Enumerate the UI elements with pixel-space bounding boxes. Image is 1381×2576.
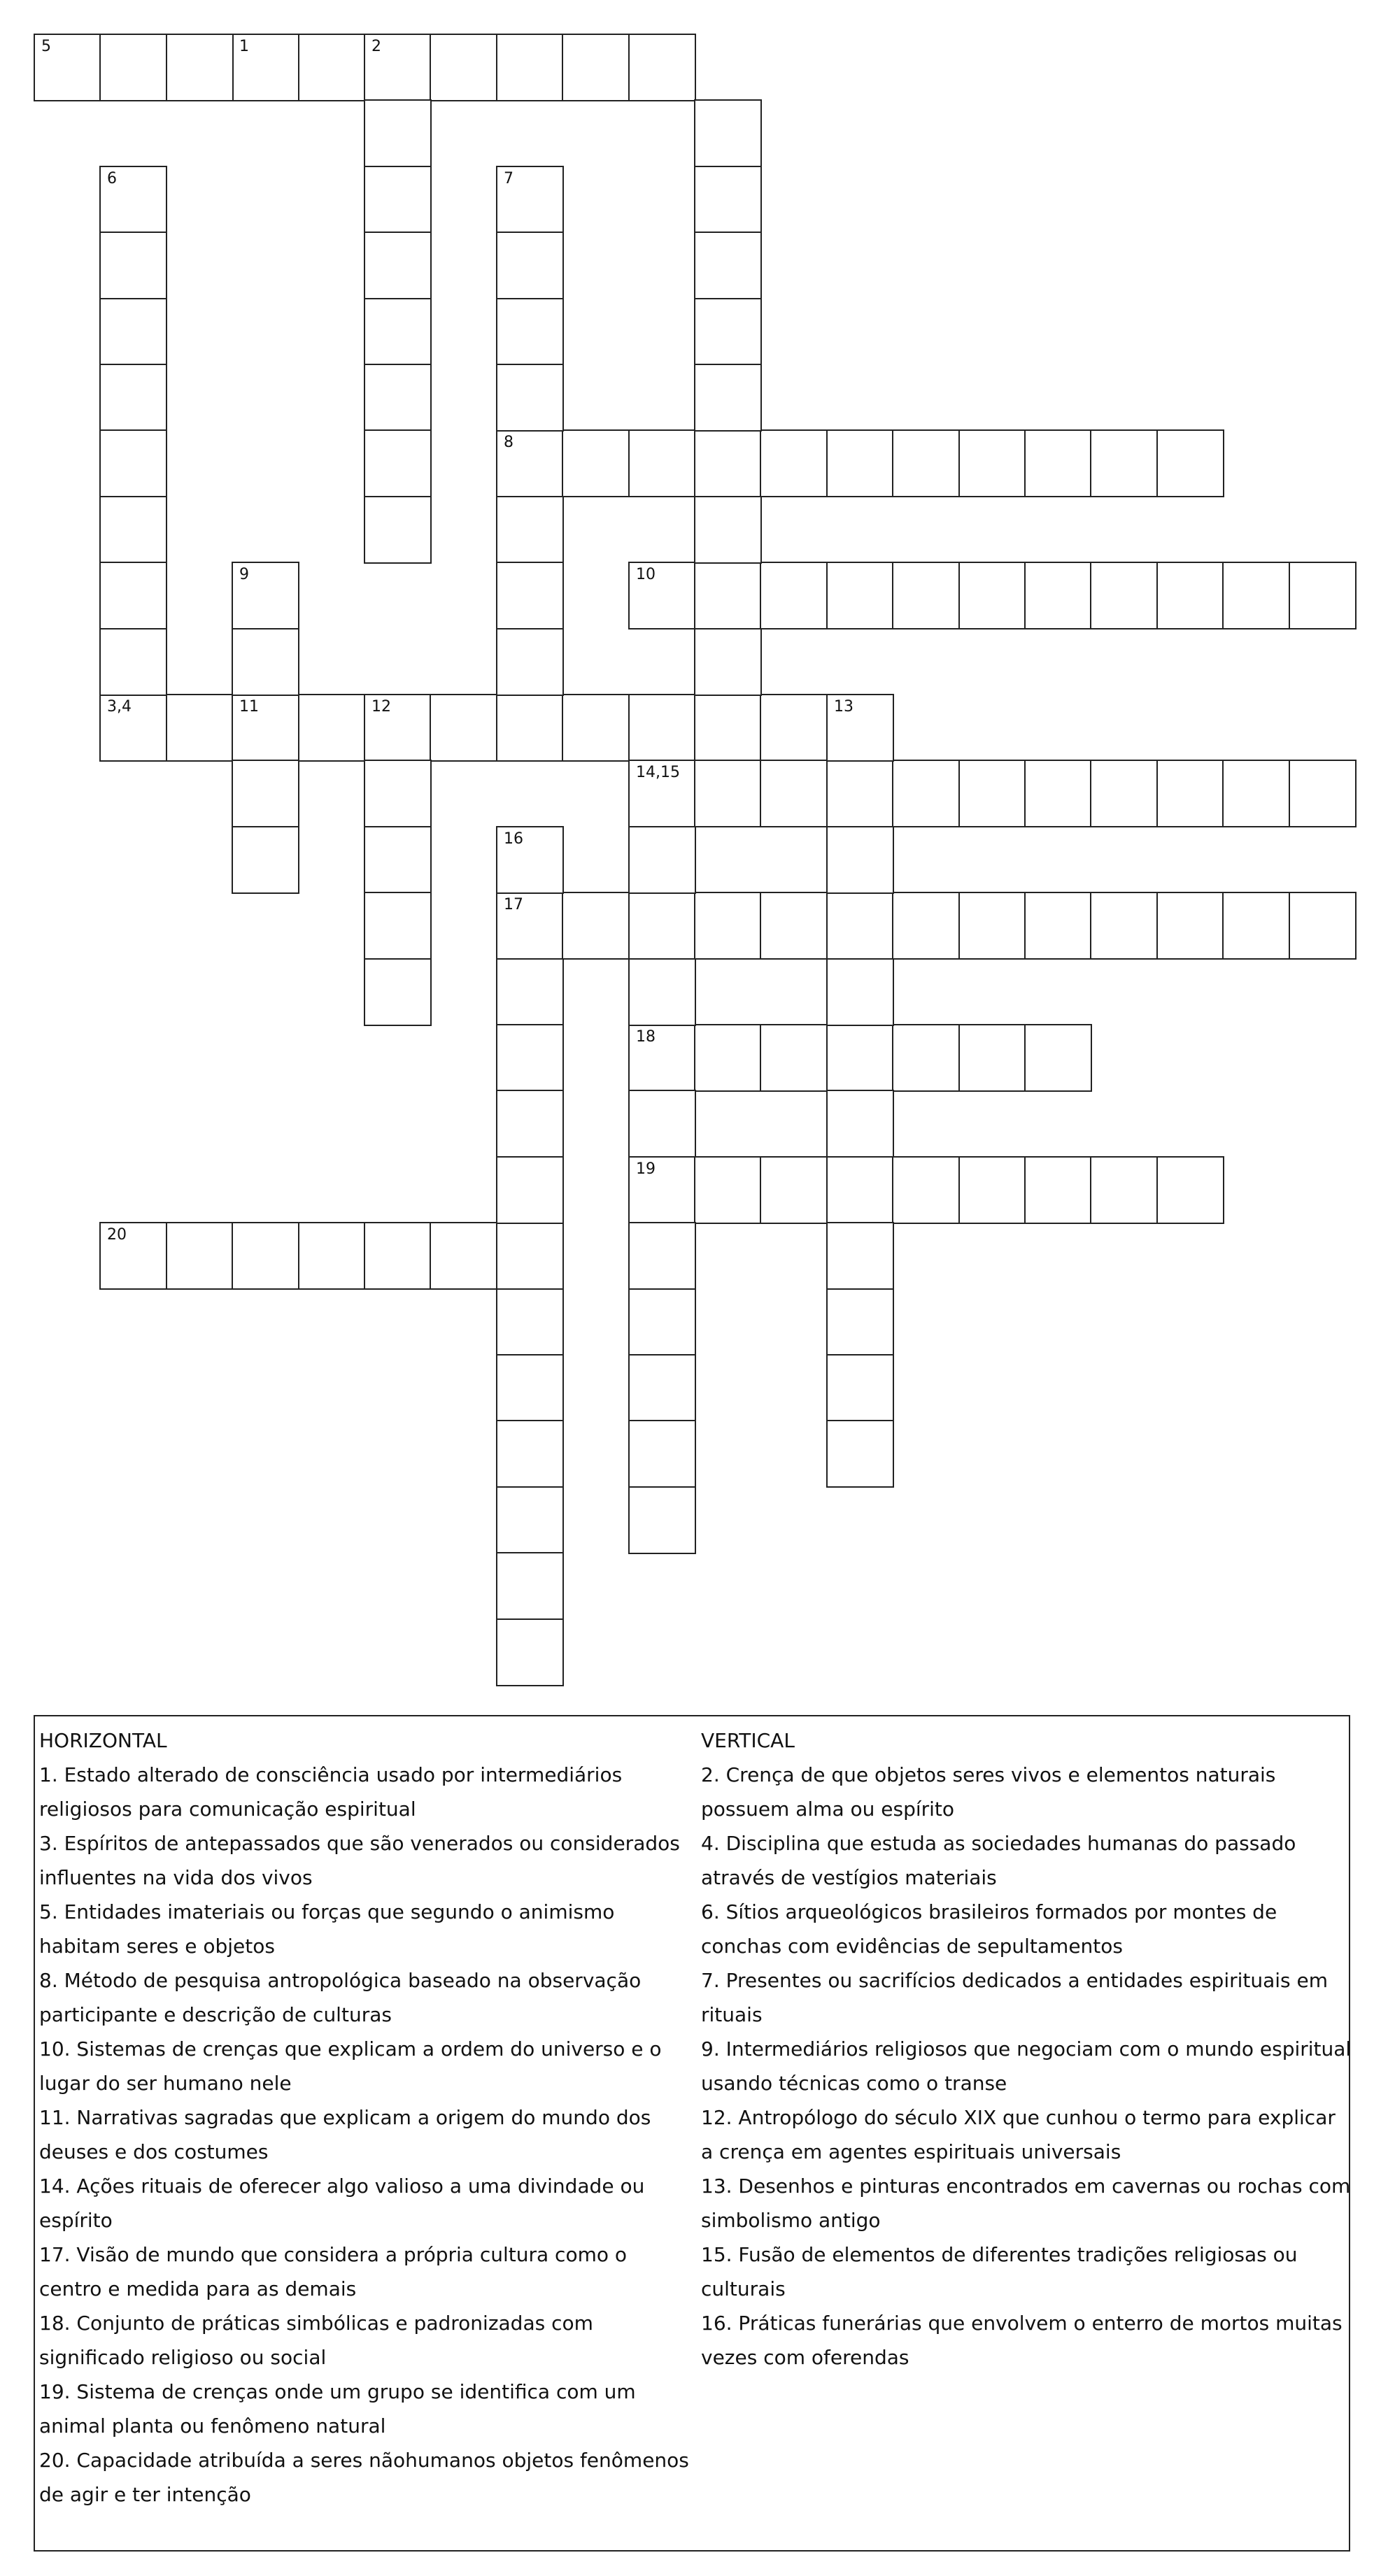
grid-cell[interactable] — [562, 892, 630, 960]
grid-cell[interactable] — [628, 760, 696, 827]
grid-cell[interactable] — [694, 694, 762, 762]
grid-cell[interactable] — [628, 429, 696, 497]
grid-cell[interactable] — [364, 429, 432, 497]
grid-cell[interactable] — [1156, 429, 1224, 497]
grid-cell[interactable] — [1024, 1024, 1092, 1092]
grid-cell[interactable] — [694, 232, 762, 299]
grid-cell[interactable] — [628, 1024, 696, 1092]
clue-v-6: 6. Sítios arqueológicos brasileiros formados por montes de conchas com evidências de sepultamentos — [701, 1900, 1277, 1958]
clue-v-4: 4. Disciplina que estuda as sociedades humanas do passado através de vestígios materiais — [701, 1832, 1296, 1889]
grid-cell[interactable] — [364, 1222, 432, 1290]
clue-v-2: 2. Crença de que objetos seres vivos e elementos naturais possuem alma ou espírito — [701, 1763, 1276, 1821]
grid-cell[interactable] — [628, 958, 696, 1026]
grid-cell[interactable] — [694, 628, 762, 696]
grid-cell[interactable] — [562, 694, 630, 762]
grid-cell[interactable] — [1024, 1156, 1092, 1224]
grid-cell[interactable] — [364, 694, 432, 762]
grid-cell[interactable] — [628, 34, 696, 101]
grid-cell[interactable] — [760, 760, 828, 827]
clue-h-18: 18. Conjunto de práticas simbólicas e padronizadas com significado religioso ou social — [39, 2312, 593, 2369]
clue-h-19: 19. Sistema de crenças onde um grupo se identifica com um animal planta ou fenômeno natural — [39, 2380, 636, 2438]
grid-cell[interactable] — [364, 892, 432, 960]
grid-cell[interactable] — [958, 1024, 1026, 1092]
grid-cell[interactable] — [1024, 562, 1092, 629]
grid-cell[interactable] — [99, 166, 167, 234]
grid-cell[interactable] — [364, 298, 432, 366]
grid-cell[interactable] — [496, 232, 564, 299]
grid-cell[interactable] — [1289, 760, 1357, 827]
grid-cell[interactable] — [496, 364, 564, 432]
grid-cell[interactable] — [628, 826, 696, 894]
grid-cell[interactable] — [628, 1156, 696, 1224]
clue-number: 6 — [107, 170, 117, 187]
grid-cell[interactable] — [958, 760, 1026, 827]
grid-cell[interactable] — [892, 562, 960, 629]
clue-h-17: 17. Visão de mundo que considera a própria cultura como o centro e medida para as demais — [39, 2243, 628, 2300]
grid-cell[interactable] — [826, 1156, 894, 1224]
grid-cell[interactable] — [1156, 760, 1224, 827]
grid-cell[interactable] — [1024, 429, 1092, 497]
clue-h-3: 3. Espíritos de antepassados que são venerados ou considerados influentes na vida dos vivos — [39, 1832, 680, 1889]
clue-number: 11 — [239, 698, 259, 716]
grid-cell[interactable] — [892, 429, 960, 497]
grid-cell[interactable] — [496, 34, 564, 101]
grid-cell[interactable] — [496, 562, 564, 629]
grid-cell[interactable] — [826, 760, 894, 827]
grid-cell[interactable] — [99, 232, 167, 299]
grid-cell[interactable] — [496, 958, 564, 1026]
grid-cell[interactable] — [99, 429, 167, 497]
grid-cell[interactable] — [298, 1222, 366, 1290]
clue-number: 17 — [504, 896, 523, 913]
grid-cell[interactable] — [99, 1222, 167, 1290]
grid-cell[interactable] — [826, 958, 894, 1026]
clue-h-1: 1. Estado alterado de consciência usado por intermediários religiosos para comunicação espiritual — [39, 1763, 623, 1821]
grid-cell[interactable] — [826, 892, 894, 960]
grid-cell[interactable] — [364, 34, 432, 101]
grid-cell[interactable] — [826, 1354, 894, 1422]
grid-cell[interactable] — [826, 694, 894, 762]
grid-cell[interactable] — [958, 1156, 1026, 1224]
grid-cell[interactable] — [496, 694, 564, 762]
clue-v-9: 9. Intermediários religiosos que negociam com o mundo espiritual usando técnicas como o transe — [701, 2037, 1352, 2095]
grid-cell[interactable] — [99, 562, 167, 629]
grid-cell[interactable] — [232, 34, 299, 101]
grid-cell[interactable] — [496, 1552, 564, 1620]
grid-cell[interactable] — [364, 958, 432, 1026]
grid-cell[interactable] — [628, 562, 696, 629]
grid-cell[interactable] — [760, 562, 828, 629]
grid-cell[interactable] — [694, 1024, 762, 1092]
grid-cell[interactable] — [628, 694, 696, 762]
grid-cell[interactable] — [1090, 429, 1158, 497]
grid-cell[interactable] — [232, 694, 299, 762]
grid-cell[interactable] — [628, 1222, 696, 1290]
grid-cell[interactable] — [496, 892, 564, 960]
grid-cell[interactable] — [496, 1090, 564, 1158]
grid-cell[interactable] — [826, 1090, 894, 1158]
grid-cell[interactable] — [166, 1222, 234, 1290]
clue-number: 1 — [239, 38, 249, 55]
grid-cell[interactable] — [166, 694, 234, 762]
grid-cell[interactable] — [826, 562, 894, 629]
vertical-clues — [701, 1723, 1352, 2375]
grid-cell[interactable] — [694, 1156, 762, 1224]
grid-cell[interactable] — [628, 1090, 696, 1158]
grid-cell[interactable] — [364, 364, 432, 432]
grid-cell[interactable] — [34, 34, 101, 101]
clue-number: 7 — [504, 170, 514, 187]
clue-number: 12 — [371, 698, 391, 716]
grid-cell[interactable] — [694, 364, 762, 432]
clue-number: 18 — [636, 1028, 656, 1046]
grid-cell[interactable] — [430, 1222, 497, 1290]
clue-h-20: 20. Capacidade atribuída a seres nãohumanos objetos fenômenos de agir e ter intenção — [39, 2449, 689, 2506]
clue-number: 2 — [371, 38, 381, 55]
grid-cell[interactable] — [826, 1222, 894, 1290]
clue-number: 13 — [834, 698, 854, 716]
grid-cell[interactable] — [892, 1156, 960, 1224]
clues-box — [34, 1715, 1350, 2552]
grid-cell[interactable] — [99, 628, 167, 696]
clue-v-7: 7. Presentes ou sacrifícios dedicados a entidades espirituais em rituais — [701, 1969, 1329, 2026]
grid-cell[interactable] — [892, 892, 960, 960]
grid-cell[interactable] — [628, 1420, 696, 1488]
grid-cell[interactable] — [166, 34, 234, 101]
grid-cell[interactable] — [562, 429, 630, 497]
grid-cell[interactable] — [1289, 562, 1357, 629]
grid-cell[interactable] — [232, 826, 299, 894]
clue-number: 19 — [636, 1160, 656, 1178]
clue-h-10: 10. Sistemas de crenças que explicam a ordem do universo e o lugar do ser humano nele — [39, 2037, 662, 2095]
grid-cell[interactable] — [694, 298, 762, 366]
grid-cell[interactable] — [496, 826, 564, 894]
grid-cell[interactable] — [99, 496, 167, 564]
grid-cell[interactable] — [694, 892, 762, 960]
grid-cell[interactable] — [496, 628, 564, 696]
clue-v-15: 15. Fusão de elementos de diferentes tradições religiosas ou culturais — [701, 2243, 1298, 2300]
grid-cell[interactable] — [1090, 892, 1158, 960]
grid-cell[interactable] — [694, 166, 762, 234]
grid-cell[interactable] — [1090, 562, 1158, 629]
clue-h-14: 14. Ações rituais de oferecer algo valioso a uma divindade ou espírito — [39, 2175, 645, 2232]
grid-cell[interactable] — [1222, 760, 1290, 827]
clue-number: 20 — [107, 1226, 127, 1244]
grid-cell[interactable] — [958, 892, 1026, 960]
grid-cell[interactable] — [958, 429, 1026, 497]
grid-cell[interactable] — [1090, 1156, 1158, 1224]
grid-cell[interactable] — [826, 1288, 894, 1356]
grid-cell[interactable] — [496, 496, 564, 564]
grid-cell[interactable] — [892, 1024, 960, 1092]
grid-cell[interactable] — [1289, 892, 1357, 960]
grid-cell[interactable] — [826, 826, 894, 894]
grid-cell[interactable] — [99, 34, 167, 101]
grid-cell[interactable] — [496, 429, 564, 497]
grid-cell[interactable] — [496, 298, 564, 366]
grid-cell[interactable] — [1156, 562, 1224, 629]
grid-cell[interactable] — [496, 1486, 564, 1554]
grid-cell[interactable] — [694, 99, 762, 167]
vertical-heading: VERTICAL — [701, 1729, 795, 1752]
clue-h-8: 8. Método de pesquisa antropológica baseado na observação participante e descrição de culturas — [39, 1969, 642, 2026]
clue-v-16: 16. Práticas funerárias que envolvem o enterro de mortos muitas vezes com oferendas — [701, 2312, 1343, 2369]
grid-cell[interactable] — [760, 429, 828, 497]
clue-v-13: 13. Desenhos e pinturas encontrados em cavernas ou rochas com simbolismo antigo — [701, 2175, 1351, 2232]
grid-cell[interactable] — [364, 496, 432, 564]
grid-cell[interactable] — [628, 1288, 696, 1356]
grid-cell[interactable] — [694, 429, 762, 497]
grid-cell[interactable] — [430, 34, 497, 101]
clue-number: 8 — [504, 434, 514, 451]
grid-cell[interactable] — [232, 1222, 299, 1290]
grid-cell[interactable] — [364, 99, 432, 167]
grid-cell[interactable] — [1090, 760, 1158, 827]
grid-cell[interactable] — [496, 1354, 564, 1422]
clue-v-12: 12. Antropólogo do século XIX que cunhou o termo para explicar a crença em agentes espirituais universais — [701, 2106, 1336, 2163]
grid-cell[interactable] — [1222, 562, 1290, 629]
grid-cell[interactable] — [826, 1420, 894, 1488]
grid-cell[interactable] — [496, 1618, 564, 1686]
grid-cell[interactable] — [232, 760, 299, 827]
grid-cell[interactable] — [958, 562, 1026, 629]
grid-cell[interactable] — [430, 694, 497, 762]
grid-cell[interactable] — [496, 166, 564, 234]
grid-cell[interactable] — [1156, 892, 1224, 960]
clue-h-11: 11. Narrativas sagradas que explicam a origem do mundo dos deuses e dos costumes — [39, 2106, 651, 2163]
grid-cell[interactable] — [232, 562, 299, 629]
clue-number: 9 — [239, 566, 249, 583]
grid-cell[interactable] — [496, 1420, 564, 1488]
grid-cell[interactable] — [496, 1288, 564, 1356]
clue-number: 3,4 — [107, 698, 132, 716]
grid-cell[interactable] — [1156, 1156, 1224, 1224]
grid-cell[interactable] — [364, 826, 432, 894]
grid-cell[interactable] — [99, 298, 167, 366]
clue-number: 14,15 — [636, 764, 680, 781]
grid-cell[interactable] — [760, 1156, 828, 1224]
grid-cell[interactable] — [892, 760, 960, 827]
grid-cell[interactable] — [1222, 892, 1290, 960]
horizontal-clues — [39, 1723, 690, 2512]
grid-cell[interactable] — [826, 429, 894, 497]
grid-cell[interactable] — [496, 1222, 564, 1290]
grid-cell[interactable] — [1024, 892, 1092, 960]
grid-cell[interactable] — [760, 892, 828, 960]
clue-number: 10 — [636, 566, 656, 583]
grid-cell[interactable] — [628, 1486, 696, 1554]
clue-number: 5 — [41, 38, 51, 55]
grid-cell[interactable] — [562, 34, 630, 101]
grid-cell[interactable] — [694, 760, 762, 827]
grid-cell[interactable] — [298, 34, 366, 101]
grid-cell[interactable] — [694, 562, 762, 629]
clue-number: 16 — [504, 830, 523, 848]
clue-h-5: 5. Entidades imateriais ou forças que segundo o animismo habitam seres e objetos — [39, 1900, 615, 1958]
grid-cell[interactable] — [760, 694, 828, 762]
grid-cell[interactable] — [496, 1156, 564, 1224]
grid-cell[interactable] — [364, 232, 432, 299]
grid-cell[interactable] — [1024, 760, 1092, 827]
grid-cell[interactable] — [99, 694, 167, 762]
grid-cell[interactable] — [628, 1354, 696, 1422]
horizontal-heading: HORIZONTAL — [39, 1729, 167, 1752]
grid-cell[interactable] — [628, 892, 696, 960]
grid-cell[interactable] — [232, 628, 299, 696]
grid-cell[interactable] — [496, 1024, 564, 1092]
grid-cell[interactable] — [826, 1024, 894, 1092]
grid-cell[interactable] — [364, 760, 432, 827]
grid-cell[interactable] — [298, 694, 366, 762]
grid-cell[interactable] — [364, 166, 432, 234]
grid-cell[interactable] — [760, 1024, 828, 1092]
grid-cell[interactable] — [99, 364, 167, 432]
grid-cell[interactable] — [694, 496, 762, 564]
